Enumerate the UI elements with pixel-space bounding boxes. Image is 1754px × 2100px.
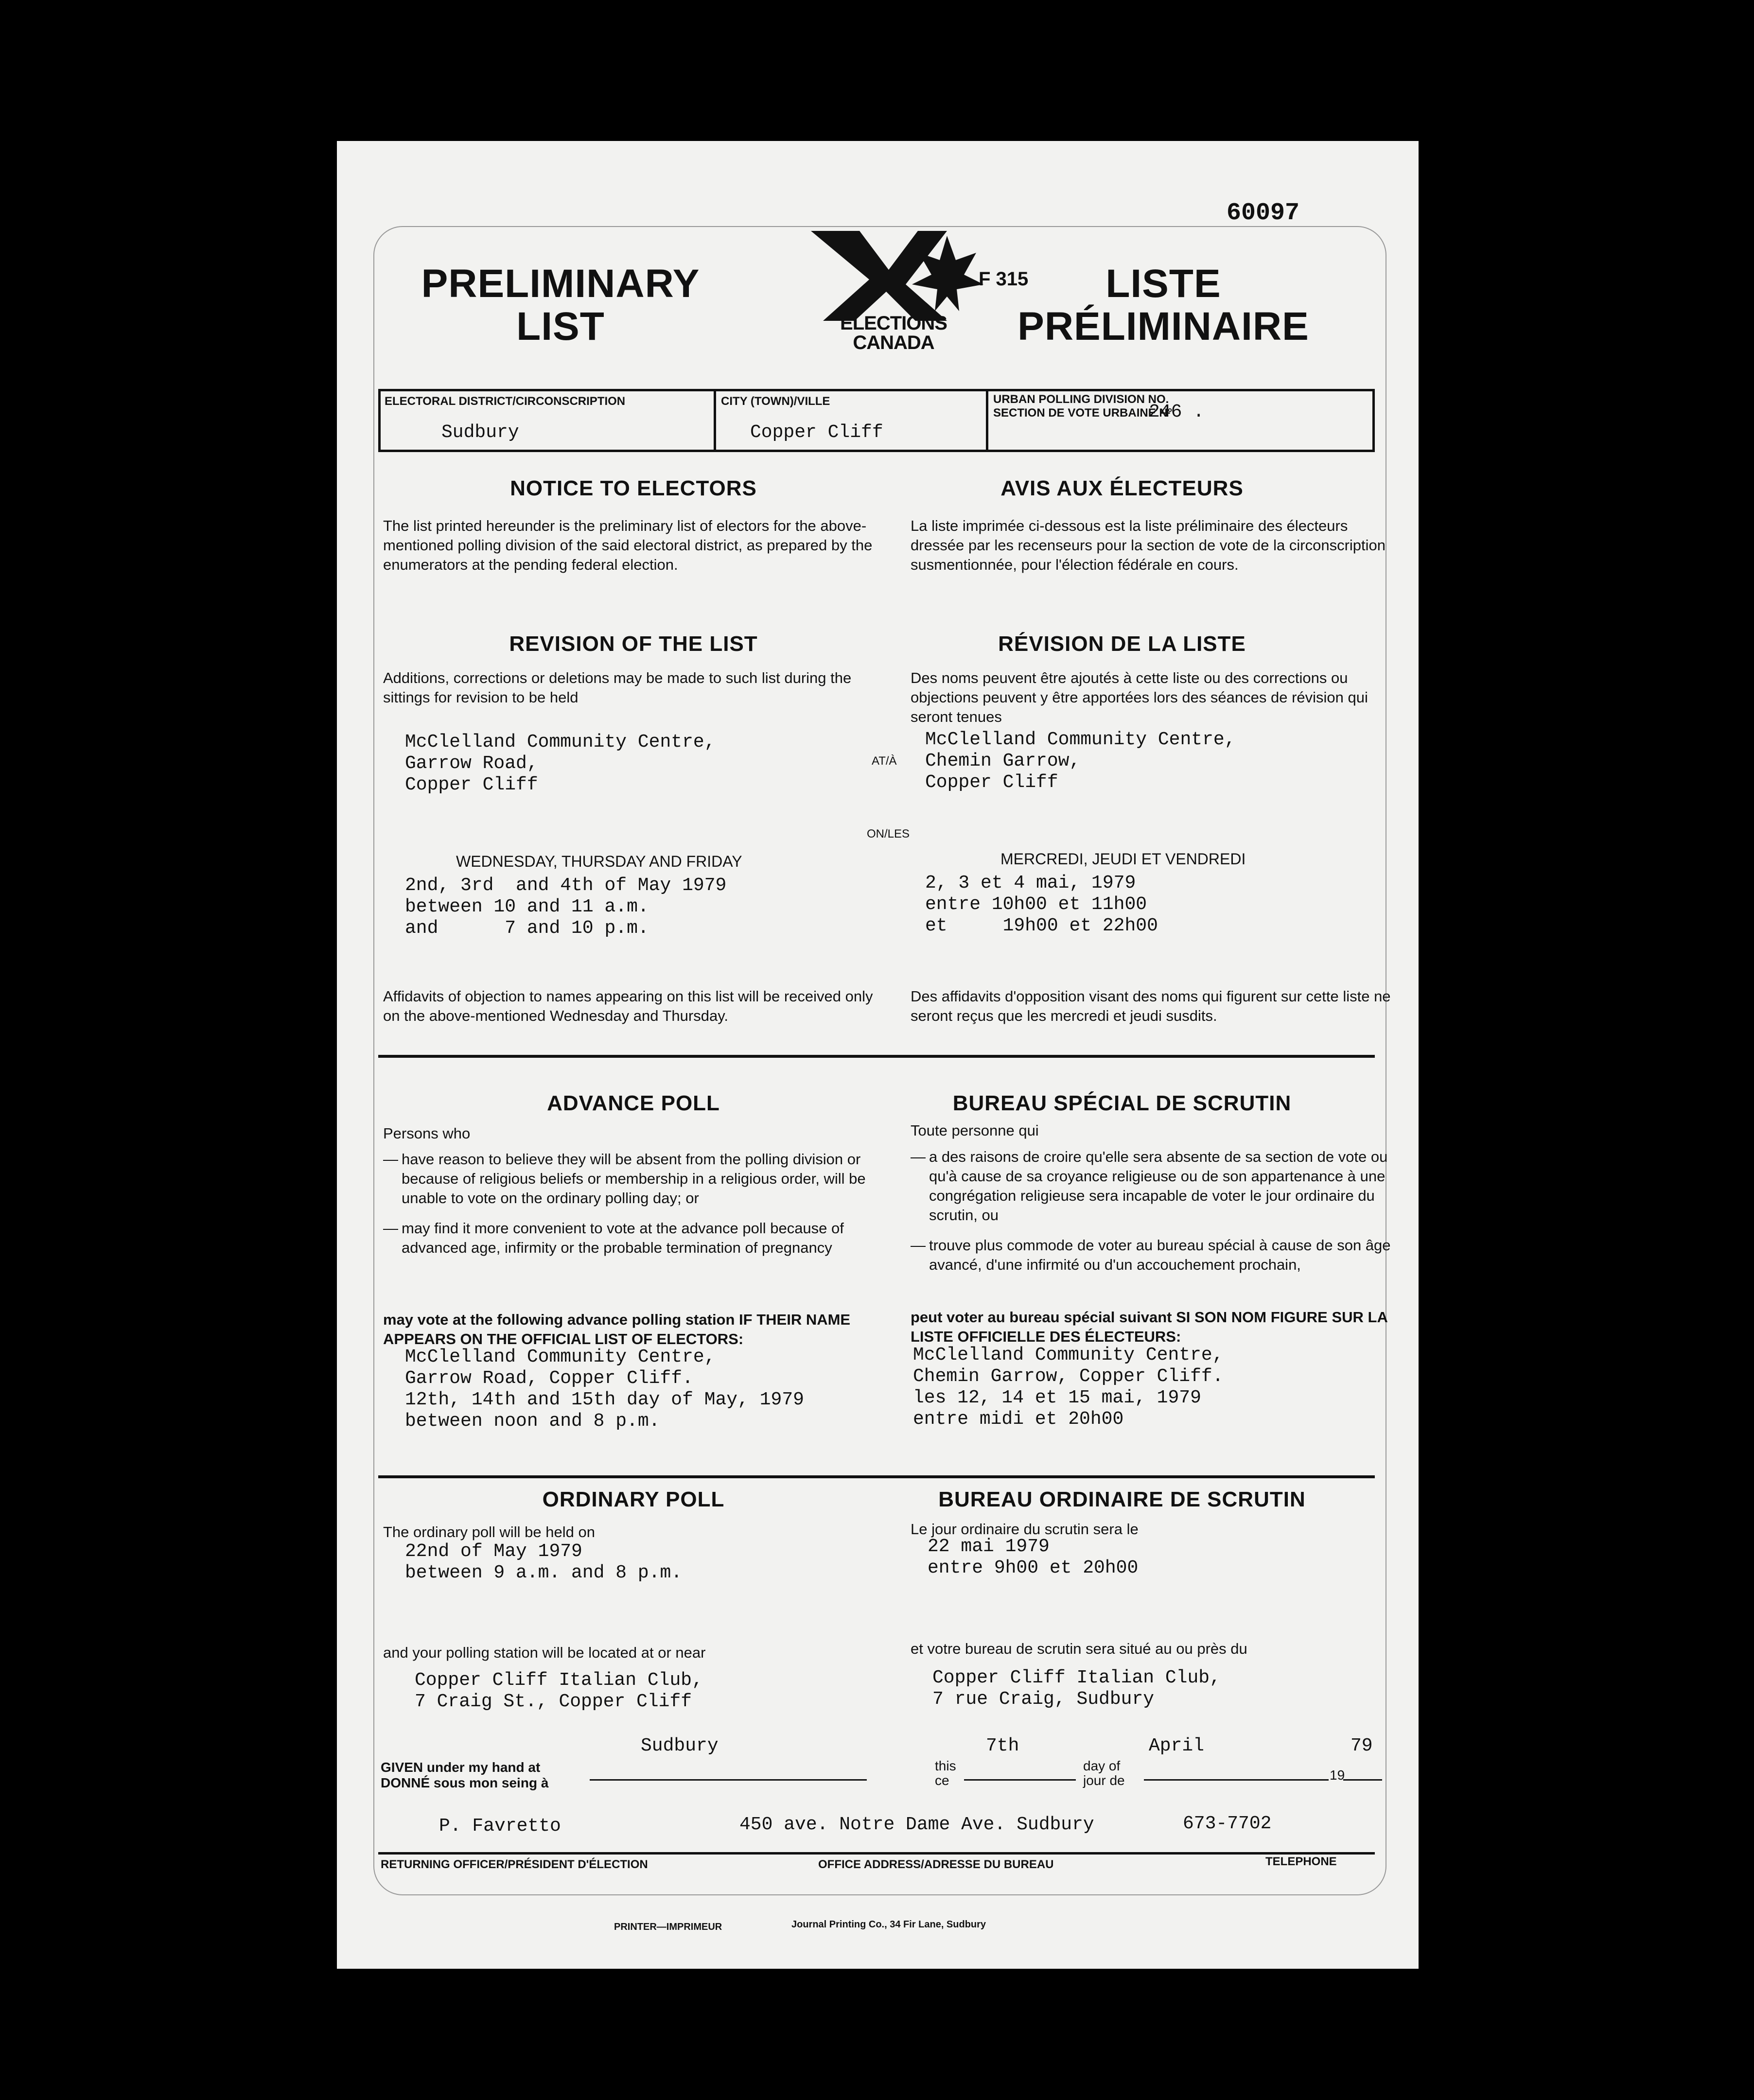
on-label: ON/LES [867, 827, 910, 840]
ordinary-location-en: and your polling station will be located at or near [383, 1644, 706, 1661]
district-value: Sudbury [441, 422, 519, 443]
document-page [337, 141, 1419, 1969]
notice-text-fr: La liste imprimée ci-dessous est la liste préliminaire des électeurs dressée par les recenseurs pour la section de vote de la circonscription susmentionnée, pour l'élection fédérale en cours. [911, 517, 1386, 573]
advance-outro-fr: peut voter au bureau spécial suivant SI SON NOM FIGURE SUR LA LISTE OFFICIELLE DES ÉLECTEURS: [911, 1309, 1387, 1345]
at-label: AT/À [872, 754, 897, 768]
notice-heading-en: NOTICE TO ELECTORS [510, 476, 757, 500]
ordinary-station-en: Copper Cliff Italian Club, 7 Craig St., Copper Cliff [415, 1670, 703, 1712]
title-en [390, 262, 731, 348]
given-en: GIVEN under my hand at [381, 1760, 541, 1775]
advance-intro-en: Persons who [383, 1125, 471, 1142]
revision-dates-en: 2nd, 3rd and 4th of May 1979 between 10 and 11 a.m. and 7 and 10 p.m. [405, 875, 727, 939]
printer-label: PRINTER—IMPRIMEUR [614, 1922, 722, 1932]
logo-mark [801, 226, 986, 323]
city-label: CITY (TOWN)/VILLE [721, 395, 830, 408]
division-label-2: SECTION DE VOTE URBAINE N° [993, 406, 1173, 420]
revision-text-en: Additions, corrections or deletions may be made to such list during the sittings for revision to be held [383, 669, 852, 706]
district-divider-2 [986, 389, 988, 452]
logo-text [801, 314, 986, 352]
place-line [590, 1765, 867, 1781]
address-label: OFFICE ADDRESS/ADRESSE DU BUREAU [818, 1858, 1054, 1871]
section-divider-ordinary [378, 1475, 1375, 1478]
affidavit-en: Affidavits of objection to names appearing on this list will be received only on the above-mentioned Wednesday and Thursday. [383, 988, 873, 1024]
this-label [935, 1759, 956, 1788]
this-fr: ce [935, 1773, 949, 1788]
revision-dates-fr: 2, 3 et 4 mai, 1979 entre 10h00 et 11h00 et 19h00 et 22h00 [925, 873, 1158, 936]
title-en-line1: PRELIMINARY [421, 262, 700, 306]
notice-text-en: The list printed hereunder is the preliminary list of electors for the above-mentioned polling division of the said electoral district, as prepared by the enumerators at the pending federal election. [383, 517, 873, 573]
logo-text-line1: ELECTIONS [840, 313, 947, 334]
district-divider-1 [714, 389, 716, 452]
advance-outro-en: may vote at the following advance polling station IF THEIR NAME APPEARS ON THE OFFICIAL LIST OF ELECTORS: [383, 1311, 851, 1348]
year-prefix: 19 [1330, 1768, 1345, 1783]
title-fr-line1: LISTE [1105, 262, 1221, 306]
division-value: 246 . [1149, 402, 1205, 422]
this-en: this [935, 1758, 956, 1773]
telephone-label: TELEPHONE [1265, 1855, 1337, 1868]
officer-label: RETURNING OFFICER/PRÉSIDENT D'ÉLECTION [381, 1858, 648, 1871]
title-fr-line2: PRÉLIMINAIRE [1017, 304, 1309, 349]
day-line [964, 1765, 1076, 1781]
signature-month: April [1149, 1735, 1205, 1756]
signature-rule [378, 1852, 1375, 1855]
ordinary-held-en: The ordinary poll will be held on [383, 1523, 595, 1540]
advance-intro-fr: Toute personne qui [911, 1122, 1039, 1139]
advance-heading-en: ADVANCE POLL [547, 1091, 720, 1115]
advance-details-fr: McClelland Community Centre, Chemin Garrow, Copper Cliff. les 12, 14 et 15 mai, 1979 entre midi et 20h00 [913, 1345, 1224, 1430]
given-fr: DONNÉ sous mon seing à [381, 1775, 549, 1790]
section-divider-advance [378, 1055, 1375, 1058]
advance-condition-fr-2: — trouve plus commode de voter au bureau spécial à cause de son âge avancé, d'une infirmité ou d'un accouchement prochain, [911, 1236, 1397, 1275]
revision-heading-en: REVISION OF THE LIST [509, 632, 758, 656]
office-address: 450 ave. Notre Dame Ave. Sudbury [739, 1814, 1094, 1835]
day-of-label [1083, 1759, 1125, 1788]
revision-place-fr: McClelland Community Centre, Chemin Garrow, Copper Cliff [925, 729, 1236, 793]
title-en-line2: LIST [516, 304, 605, 349]
revision-text-fr: Des noms peuvent être ajoutés à cette liste ou des corrections ou objections peuvent y être apportées lors des séances de révision qui seront tenues [911, 669, 1368, 725]
printer-name: Journal Printing Co., 34 Fir Lane, Sudbury [791, 1919, 986, 1930]
ordinary-heading-en: ORDINARY POLL [542, 1488, 725, 1511]
year-line [1343, 1765, 1382, 1781]
officer-name: P. Favretto [439, 1816, 561, 1837]
ordinary-station-fr: Copper Cliff Italian Club, 7 rue Craig, Sudbury [932, 1667, 1221, 1710]
advance-condition-en-2: — may find it more convenient to vote at the advance poll because of advanced age, infirmity or the probable termination of pregnancy [383, 1219, 879, 1258]
revision-heading-fr: RÉVISION DE LA LISTE [998, 632, 1246, 656]
form-number: 60097 [1227, 199, 1300, 227]
ordinary-location-fr: et votre bureau de scrutin sera situé au ou près du [911, 1640, 1247, 1657]
notice-heading-fr: AVIS AUX ÉLECTEURS [1000, 476, 1244, 500]
given-label [381, 1760, 548, 1791]
signature-place: Sudbury [641, 1735, 719, 1756]
city-value: Copper Cliff [750, 422, 883, 443]
day-of-fr: jour de [1083, 1773, 1125, 1788]
division-label-1: URBAN POLLING DIVISION NO. [993, 393, 1169, 406]
revision-place-en: McClelland Community Centre, Garrow Road, Copper Cliff [405, 732, 716, 795]
day-of-en: day of [1083, 1758, 1121, 1773]
ordinary-held-fr: Le jour ordinaire du scrutin sera le [911, 1521, 1139, 1538]
ordinary-heading-fr: BUREAU ORDINAIRE DE SCRUTIN [938, 1488, 1306, 1511]
revision-days-fr: MERCREDI, JEUDI ET VENDREDI [1000, 850, 1246, 868]
ordinary-date-en: 22nd of May 1979 between 9 a.m. and 8 p.m. [405, 1541, 683, 1583]
advance-conditions-en [383, 1150, 879, 1258]
month-line [1144, 1765, 1329, 1781]
form-code: F 315 [979, 268, 1029, 290]
advance-condition-en-1: — have reason to believe they will be absent from the polling division or because of religious beliefs or membership in a religious order, will be unable to vote on the ordinary polling day; or [383, 1150, 879, 1208]
district-label: ELECTORAL DISTRICT/CIRCONSCRIPTION [385, 395, 626, 408]
signature-day: 7th [986, 1735, 1019, 1756]
advance-details-en: McClelland Community Centre, Garrow Road, Copper Cliff. 12th, 14th and 15th day of May, 1979 between noon and 8 p.m. [405, 1347, 804, 1432]
affidavit-fr: Des affidavits d'opposition visant des noms qui figurent sur cette liste ne seront reçus que les mercredi et jeudi susdits. [911, 988, 1391, 1024]
advance-conditions-fr [911, 1147, 1397, 1275]
revision-days-en: WEDNESDAY, THURSDAY AND FRIDAY [456, 853, 742, 870]
title-fr [988, 262, 1338, 348]
advance-heading-fr: BUREAU SPÉCIAL DE SCRUTIN [952, 1091, 1292, 1115]
ordinary-date-fr: 22 mai 1979 entre 9h00 et 20h00 [928, 1536, 1139, 1578]
logo-text-line2: CANADA [853, 332, 934, 353]
signature-year: 79 [1351, 1735, 1373, 1756]
advance-condition-fr-1: — a des raisons de croire qu'elle sera absente de sa section de vote ou qu'à cause de sa croyance religieuse ou de son appartenance à une congrégation religieuse sera incapable de voter le jour ordinaire du scrutin, ou [911, 1147, 1397, 1225]
elections-canada-logo [801, 226, 986, 357]
office-telephone: 673-7702 [1183, 1813, 1272, 1834]
